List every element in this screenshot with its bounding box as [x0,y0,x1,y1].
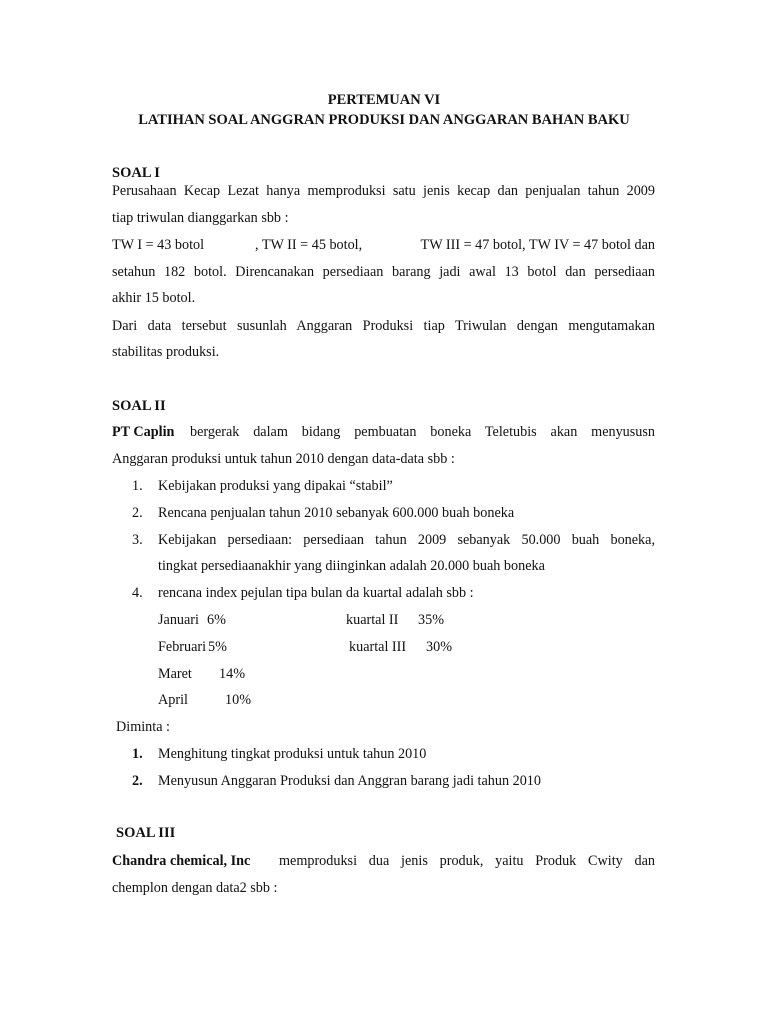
month-februari-value: 5% [208,639,227,655]
soal1-p2-line2-text: setahun 182 botol. Direncanakan persediaan barang jadi awal 13 botol dan persediaan [112,264,655,280]
task2-number: 2. [132,773,143,789]
soal2-item1-text: Kebijakan produksi yang dipakai “stabil” [158,478,393,494]
soal1-paragraph1-line1 [112,183,655,200]
month-april-value: 10% [225,692,252,708]
quarter-3: kuartal III [349,639,407,655]
soal1-tw1: TW I = 43 botol [112,237,205,253]
page-subtitle: LATIHAN SOAL ANGGRAN PRODUKSI DAN ANGGARAN BAHAN BAKU [138,112,630,128]
month-maret-value: 14% [219,666,246,682]
soal1-tw2: , TW II = 45 botol, [255,237,363,253]
soal2-item4-text: rencana index pejulan tipa bulan da kuartal adalah sbb : [158,585,474,601]
soal2-item3-text-line2: tingkat persediaanakhir yang diinginkan adalah 20.000 buah boneka [158,558,545,574]
diminta-label: Diminta : [116,719,170,735]
month-maret: Maret [158,666,192,682]
soal2-item3-text-line1: Kebijakan persediaan: persediaan tahun 2009 sebanyak 50.000 buah boneka, [158,532,655,548]
quarter-2: kuartal II [346,612,399,628]
task2-text: Menyusun Anggaran Produksi dan Anggran barang jadi tahun 2010 [158,773,541,789]
soal1-paragraph3-line1 [112,318,655,335]
page-title: PERTEMUAN VI [327,92,441,108]
task1-text: Menghitung tingkat produksi untuk tahun 2010 [158,746,427,762]
soal1-tw3: TW III = 47 botol, TW IV = 47 botol dan [420,237,655,253]
soal2-item4-number: 4. [132,585,143,601]
soal1-heading: SOAL I [112,165,160,181]
soal3-intro-line2: chemplon dengan data2 sbb : [112,880,278,896]
quarter-2-value: 35% [418,612,445,628]
soal2-intro-rest: bergerak dalam bidang pembuatan boneka Teletubis akan menyususn [190,424,655,440]
soal2-intro-line1 [112,424,655,441]
soal2-item1-number: 1. [132,478,143,494]
soal1-p3-line1-text: Dari data tersebut susunlah Anggaran Produksi tiap Triwulan dengan mengutamakan [112,318,655,334]
soal2-heading: SOAL II [112,398,166,414]
task1-number: 1. [132,746,143,762]
soal1-paragraph3-line2: stabilitas produksi. [112,344,220,360]
month-januari: Januari [158,612,199,628]
soal2-item2-number: 2. [132,505,143,521]
soal1-paragraph2-line3: akhir 15 botol. [112,290,196,306]
month-januari-value: 6% [207,612,226,628]
soal2-intro-line2: Anggaran produksi untuk tahun 2010 dengan data-data sbb : [112,451,455,467]
month-februari: Februari [158,639,207,655]
quarter-3-value: 30% [426,639,453,655]
soal2-item2-text: Rencana penjualan tahun 2010 sebanyak 600.000 buah boneka [158,505,515,521]
soal2-item3-number: 3. [132,532,143,548]
soal3-heading: SOAL III [116,825,176,841]
month-april: April [158,692,188,708]
soal3-intro-rest: memproduksi dua jenis produk, yaitu Produk Cwity dan [279,853,655,869]
soal2-item3-text [158,532,655,549]
soal3-company: Chandra chemical, Inc [112,853,251,869]
soal1-paragraph2-line2 [112,264,655,281]
soal2-company: PT Caplin [112,424,175,440]
soal1-paragraph1-line2: tiap triwulan dianggarkan sbb : [112,210,289,226]
soal1-p1-line1-text: Perusahaan Kecap Lezat hanya memproduksi satu jenis kecap dan penjualan tahun 2009 [112,183,655,199]
soal3-intro-line1 [112,853,655,870]
